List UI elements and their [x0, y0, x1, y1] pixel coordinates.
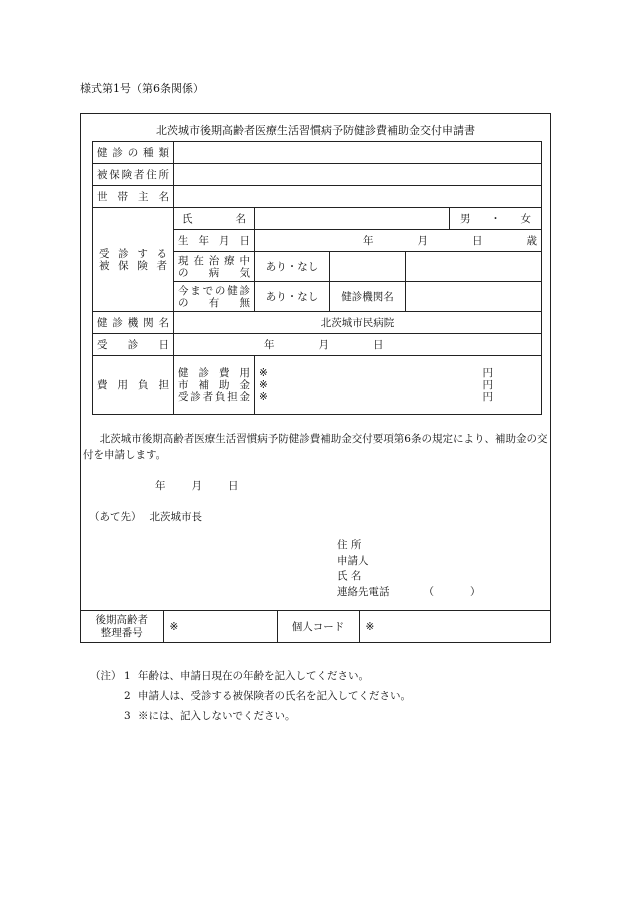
application-table	[92, 141, 542, 415]
genzai-chiryo-label: 現在治療中 の病気	[174, 252, 255, 282]
imamade-ari-nashi[interactable]: あり・なし	[255, 282, 330, 312]
note-2: 2 申請人は、受診する被保険者の氏名を記入してください。	[124, 690, 411, 702]
inner-kenshin-kikan-field[interactable]	[406, 282, 542, 312]
kojin-code-field: ※	[359, 611, 550, 644]
genzai-chiryo-field-1[interactable]	[330, 252, 406, 282]
office-use-table	[81, 610, 550, 643]
note-3: 3 ※には、記入しないでください。	[124, 710, 296, 722]
applicant-label: 申請人	[337, 554, 369, 567]
seinengappi-field[interactable]: 年 月 日 歳	[255, 230, 542, 252]
imamade-kenshin-label: 今までの健診 の有無	[174, 282, 255, 312]
hiyo-amounts[interactable]: ※ 円 ※ 円 ※ 円	[255, 356, 542, 415]
jushin-bi-label: 受診日	[93, 334, 174, 356]
kojin-code-label: 個人コード	[277, 611, 359, 644]
hiyo-items: 健診費用 市補助金 受診者負担金	[174, 356, 255, 415]
kenshin-shurui-field[interactable]	[174, 142, 542, 164]
hihokensha-jusho-field[interactable]	[174, 164, 542, 186]
form-title: 北茨城市後期高齢者医療生活習慣病予防健診費補助金交付申請書	[156, 124, 475, 137]
genzai-chiryo-field-2[interactable]	[406, 252, 542, 282]
jushin-hihokensha-label: 受診する 被保険者	[93, 208, 174, 312]
declaration-text: 北茨城市後期高齢者医療生活習慣病予防健診費補助金交付要項第6条の規定により、補助金の交付を申請します。	[83, 433, 548, 461]
inner-kenshin-kikan-label: 健診機関名	[330, 282, 406, 312]
setai-nushi-label: 世帯主名	[93, 186, 174, 208]
kenshin-shurui-label: 健診の種類	[93, 142, 174, 164]
kenshin-kikan-value: 北茨城市民病院	[174, 312, 542, 334]
seinengappi-label: 生年月日	[174, 230, 255, 252]
shimei-label: 氏名	[174, 208, 255, 230]
kenshin-kikan-label: 健診機関名	[93, 312, 174, 334]
koki-seiri-bango-label: 後期高齢者 整理番号	[81, 611, 163, 644]
form-number: 様式第1号（第6条関係）	[80, 82, 204, 95]
application-date[interactable]: 年 月 日	[155, 480, 239, 492]
jushin-bi-field[interactable]: 年 月 日	[174, 334, 542, 356]
shimei-field[interactable]	[255, 208, 450, 230]
sex-select[interactable]: 男・女	[450, 208, 542, 230]
note-1: （注） 1 年齢は、申請日現在の年齢を記入してください。	[90, 670, 369, 682]
applicant-name[interactable]: 氏 名	[337, 570, 362, 582]
notes	[90, 666, 411, 726]
hiyo-futan-label: 費用負担	[93, 356, 174, 415]
addressee: （あて先） 北茨城市長	[89, 511, 202, 523]
applicant-address[interactable]: 住 所	[337, 539, 362, 551]
genzai-chiryo-ari-nashi[interactable]: あり・なし	[255, 252, 330, 282]
hihokensha-jusho-label: 被保険者住所	[93, 164, 174, 186]
applicant-phone[interactable]: 連絡先電話 （ ）	[337, 585, 481, 598]
application-form	[80, 113, 551, 643]
applicant-block	[337, 538, 481, 600]
setai-nushi-field[interactable]	[174, 186, 542, 208]
koki-seiri-bango-field: ※	[163, 611, 277, 644]
